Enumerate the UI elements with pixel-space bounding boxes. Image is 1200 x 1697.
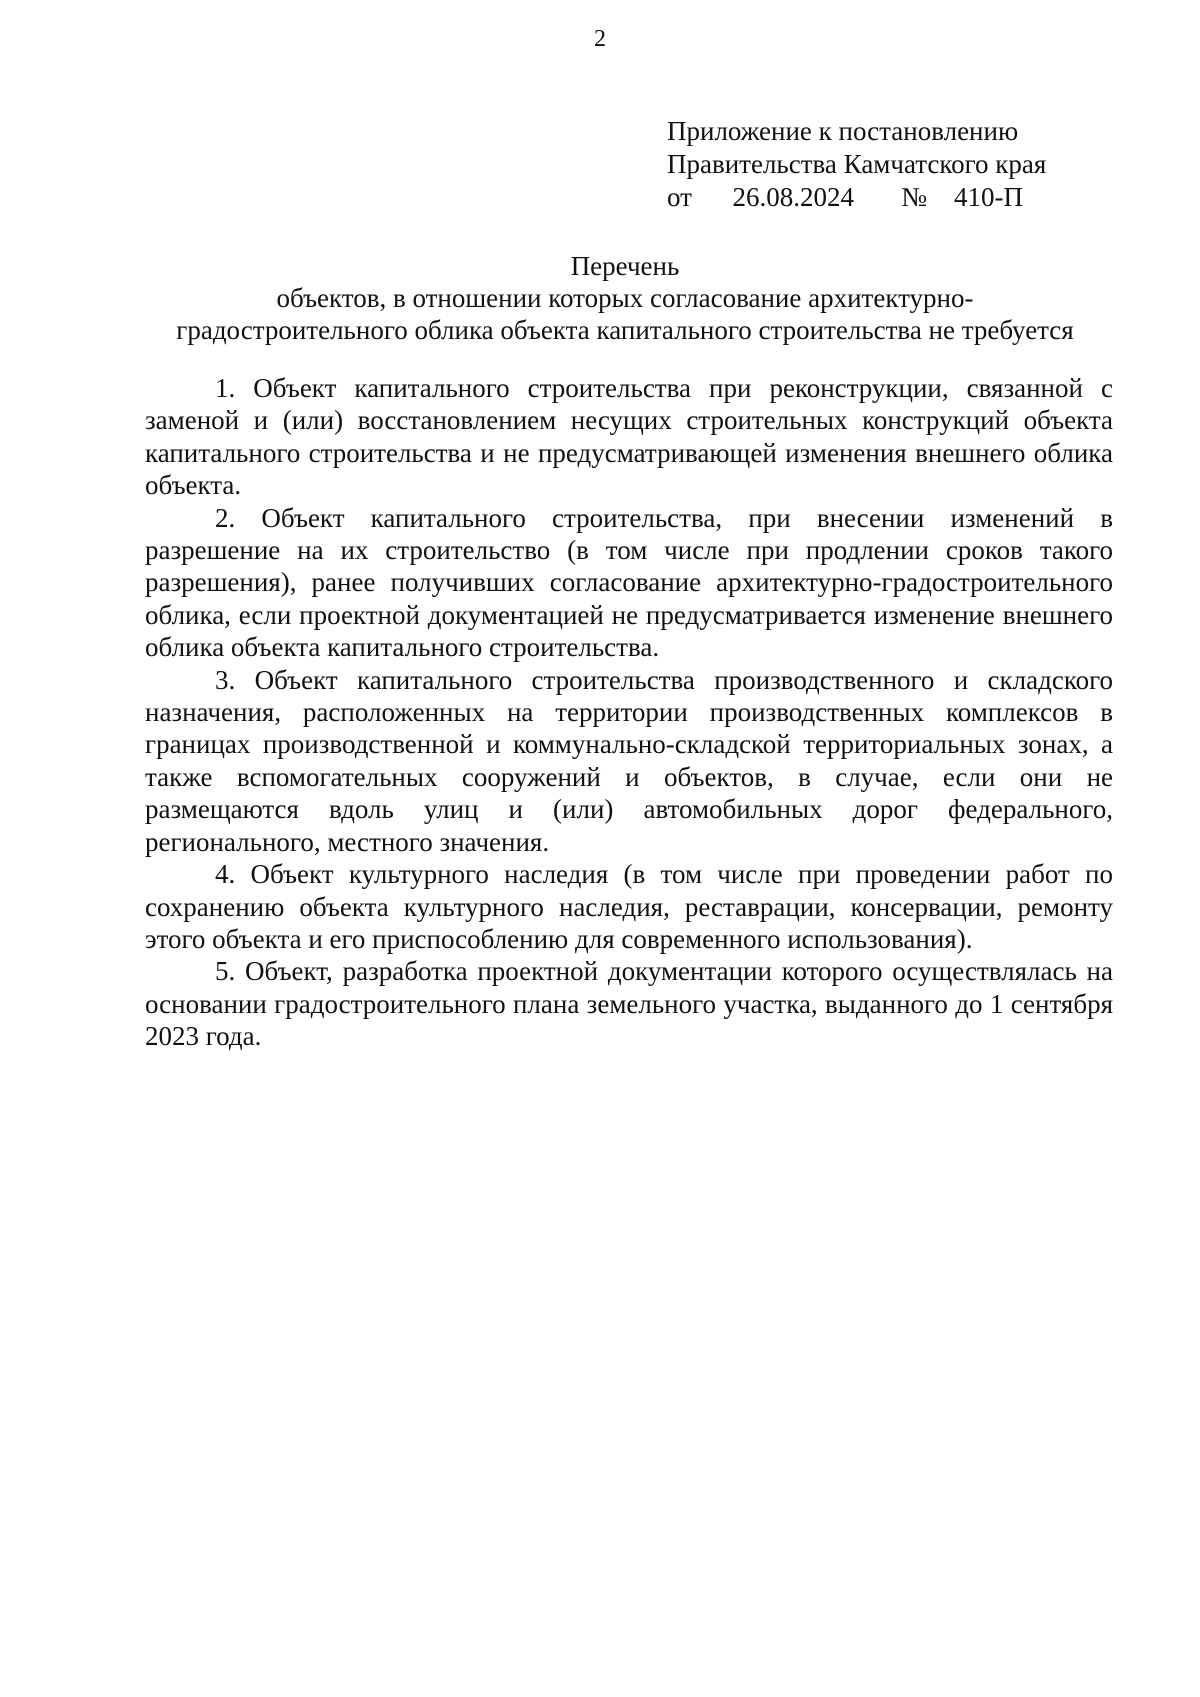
list-item-3: 3. Объект капитального строительства производственного и складского назначения, расположенных на территории производственных комплексов в границах производственной и коммунально-складской территориальных зонах, а также вспомогательных сооружений и объектов, в случае, если они не размещаются вдоль улиц и (или) автомобильных дорог федерального, регионального, местного значения. [145,664,1113,857]
list-body [145,372,1113,1053]
appendix-header [667,115,1046,214]
title-line-1: Перечень [570,251,680,281]
appendix-line-2: Правительства Камчатского края [667,149,1047,179]
title-line-3: градостроительного облика объекта капитального строительства не требуется [176,315,1074,345]
list-item-2: 2. Объект капитального строительства, при внесении изменений в разрешение на их строительство (в том числе при продлении сроков такого разрешения), ранее получивших согласование архитектурно-градостроительного облика, если проектной документацией не предусматривается изменение внешнего облика объекта капитального строительства. [145,502,1113,663]
appendix-line-1: Приложение к постановлению [667,116,1019,146]
title-line-2: объектов, в отношении которых согласование архитектурно- [276,283,974,313]
list-item-5: 5. Объект, разработка проектной документации которого осуществлялась на основании градостроительного плана земельного участка, выданного до 1 сентября 2023 года. [145,956,1113,1052]
document-title [145,250,1105,346]
page-number: 2 [594,26,606,52]
list-item-1: 1. Объект капитального строительства при реконструкции, связанной с заменой и (или) восстановлением несущих строительных конструкций объекта капитального строительства и не предусматривающей изменения внешнего облика объекта. [145,373,1113,501]
list-item-4: 4. Объект культурного наследия (в том числе при проведении работ по сохранению объекта культурного наследия, реставрации, консервации, ремонту этого объекта и его приспособлению для современного использования). [145,859,1113,954]
appendix-date-number: от 26.08.2024 № 410-П [667,182,1023,212]
